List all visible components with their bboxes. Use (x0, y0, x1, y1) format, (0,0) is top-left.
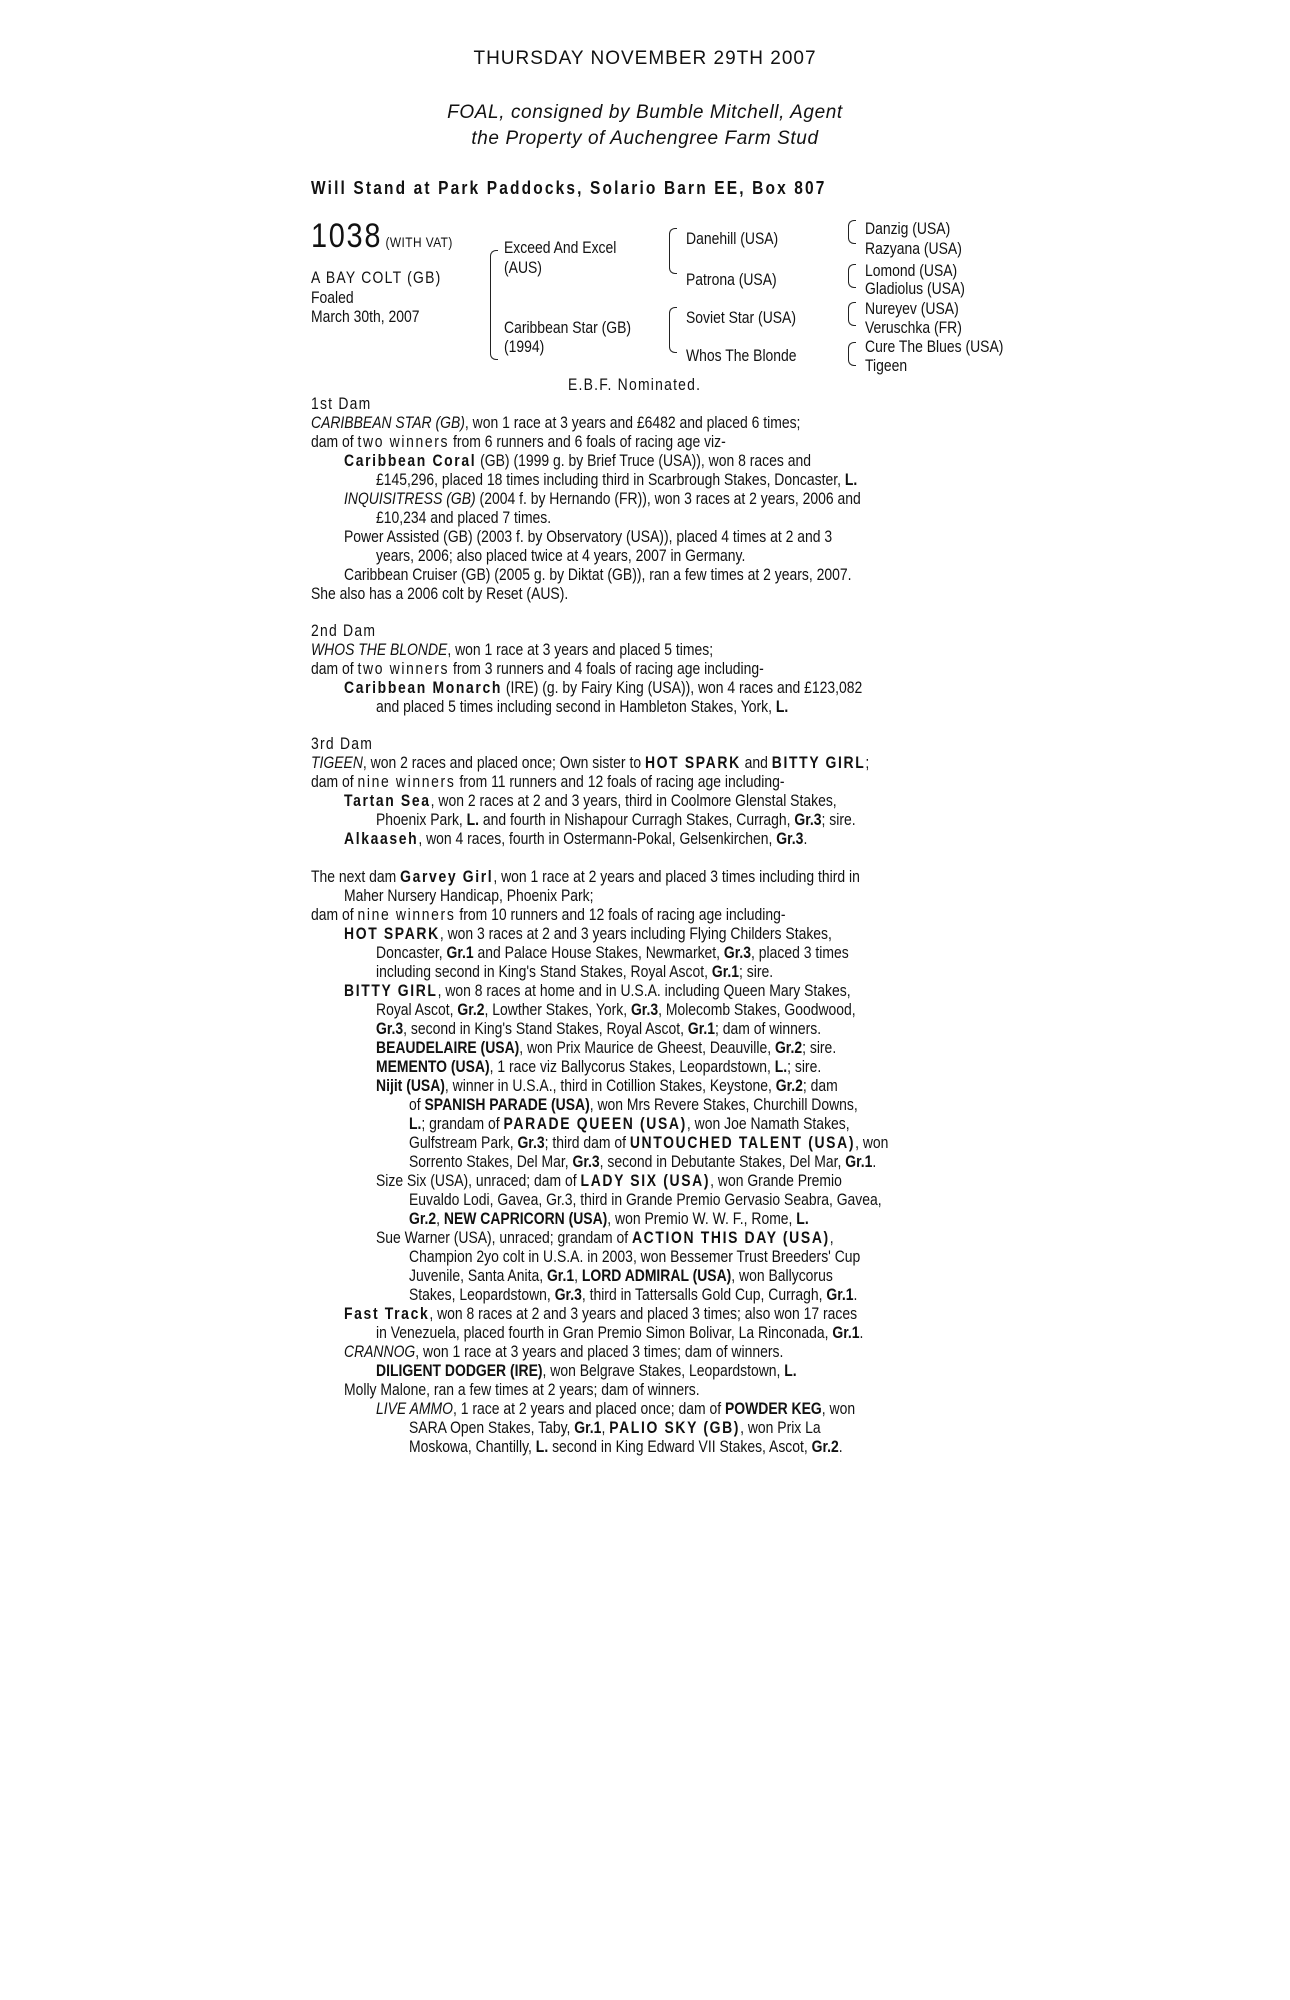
foaled-label: Foaled (311, 288, 354, 307)
pedigree-gen3: Nureyev (USA) (865, 299, 959, 318)
dam-name: Caribbean Star (GB) (504, 318, 632, 337)
consignor-line: FOAL, consigned by Bumble Mitchell, Agent (447, 102, 843, 123)
stand-location: Will Stand at Park Paddocks, Solario Barn EE, Box 807 (311, 178, 827, 198)
next-dam-line: Royal Ascot, Gr.2, Lowther Stakes, York, Gr.3, Molecomb Stakes, Goodwood, (376, 1000, 856, 1019)
next-dam-line: Stakes, Leopardstown, Gr.3, third in Tattersalls Gold Cup, Curragh, Gr.1. (409, 1285, 858, 1304)
third-dam-line: Phoenix Park, L. and fourth in Nishapour Curragh Stakes, Curragh, Gr.3; sire. (376, 810, 856, 829)
ebf-nominated: E.B.F. Nominated. (568, 375, 702, 394)
foaled-date: March 30th, 2007 (311, 307, 420, 326)
third-dam-line: dam of nine winners from 11 runners and 12 foals of racing age including- (311, 772, 785, 791)
next-dam-line: in Venezuela, placed fourth in Gran Premio Simon Bolivar, La Rinconada, Gr.1. (376, 1323, 864, 1342)
first-dam-line: dam of two winners from 6 runners and 6 foals of racing age viz- (311, 432, 726, 451)
pedigree-gen3: Veruschka (FR) (865, 318, 962, 337)
lot-number: 1038 (WITH VAT) (311, 217, 453, 255)
pedigree-brace-sire (669, 228, 677, 274)
second-dam-line: Caribbean Monarch (IRE) (g. by Fairy King (USA)), won 4 races and £123,082 (344, 678, 863, 697)
next-dam-line: Molly Malone, ran a few times at 2 years; dam of winners. (344, 1380, 700, 1399)
pedigree-gen3: Lomond (USA) (865, 261, 958, 280)
sale-date: THURSDAY NOVEMBER 29TH 2007 (473, 48, 817, 69)
pedigree-gen2: Whos The Blonde (686, 346, 797, 365)
next-dam-line: Nijit (USA), winner in U.S.A., third in Cotillion Stakes, Keystone, Gr.2; dam (376, 1076, 838, 1095)
next-dam-line: Gulfstream Park, Gr.3; third dam of UNTOUCHED TALENT (USA), won (409, 1133, 889, 1152)
next-dam-line: Fast Track, won 8 races at 2 and 3 years and placed 3 times; also won 17 races (344, 1304, 858, 1323)
sire-origin: (AUS) (504, 258, 542, 277)
pedigree-brace-dam (669, 307, 677, 353)
pedigree-gen3: Danzig (USA) (865, 219, 951, 238)
lot-description: A BAY COLT (GB) (311, 268, 442, 287)
sire-name: Exceed And Excel (504, 238, 617, 257)
next-dam-line: Maher Nursery Handicap, Phoenix Park; (344, 886, 594, 905)
second-dam-line: WHOS THE BLONDE, won 1 race at 3 years and placed 5 times; (311, 640, 714, 659)
next-dam-line: Euvaldo Lodi, Gavea, Gr.3, third in Grande Premio Gervasio Seabra, Gavea, (409, 1190, 882, 1209)
next-dam-line: Sorrento Stakes, Del Mar, Gr.3, second in Debutante Stakes, Del Mar, Gr.1. (409, 1152, 877, 1171)
next-dam-line: HOT SPARK, won 3 races at 2 and 3 years including Flying Childers Stakes, (344, 924, 832, 943)
next-dam-line: Size Six (USA), unraced; dam of LADY SIX (USA), won Grande Premio (376, 1171, 842, 1190)
pedigree-gen2: Soviet Star (USA) (686, 308, 797, 327)
next-dam-line: Doncaster, Gr.1 and Palace House Stakes, Newmarket, Gr.3, placed 3 times (376, 943, 849, 962)
first-dam-line: CARIBBEAN STAR (GB), won 1 race at 3 years and £6482 and placed 6 times; (311, 413, 801, 432)
next-dam-line: The next dam Garvey Girl, won 1 race at 2 years and placed 3 times including third in (311, 867, 860, 886)
pedigree-gen3: Tigeen (865, 356, 908, 375)
next-dam-line: BEAUDELAIRE (USA), won Prix Maurice de Gheest, Deauville, Gr.2; sire. (376, 1038, 837, 1057)
next-dam-line: DILIGENT DODGER (IRE), won Belgrave Stakes, Leopardstown, L. (376, 1361, 797, 1380)
next-dam-line: CRANNOG, won 1 race at 3 years and placed 3 times; dam of winners. (344, 1342, 784, 1361)
next-dam-line: of SPANISH PARADE (USA), won Mrs Revere Stakes, Churchill Downs, (409, 1095, 858, 1114)
next-dam-line: SARA Open Stakes, Taby, Gr.1, PALIO SKY (GB), won Prix La (409, 1418, 821, 1437)
pedigree-gen3: Cure The Blues (USA) (865, 337, 1004, 356)
pedigree-brace-gen1 (490, 250, 498, 360)
pedigree-gen3: Razyana (USA) (865, 239, 962, 258)
third-dam-line: Tartan Sea, won 2 races at 2 and 3 years, third in Coolmore Glenstal Stakes, (344, 791, 837, 810)
next-dam-line: L.; grandam of PARADE QUEEN (USA), won Joe Namath Stakes, (409, 1114, 850, 1133)
pedigree-brace-g3b (848, 264, 856, 288)
first-dam-line: INQUISITRESS (GB) (2004 f. by Hernando (FR)), won 3 races at 2 years, 2006 and (344, 489, 861, 508)
third-dam-heading: 3rd Dam (311, 734, 374, 753)
pedigree-gen2: Danehill (USA) (686, 229, 779, 248)
next-dam-line: Sue Warner (USA), unraced; grandam of ACTION THIS DAY (USA), (376, 1228, 834, 1247)
second-dam-line: dam of two winners from 3 runners and 4 foals of racing age including- (311, 659, 764, 678)
first-dam-line: years, 2006; also placed twice at 4 years, 2007 in Germany. (376, 546, 746, 565)
first-dam-line: Caribbean Cruiser (GB) (2005 g. by Diktat (GB)), ran a few times at 2 years, 2007. (344, 565, 852, 584)
property-line: the Property of Auchengree Farm Stud (471, 128, 819, 149)
third-dam-line: TIGEEN, won 2 races and placed once; Own sister to HOT SPARK and BITTY GIRL; (311, 753, 870, 772)
next-dam-line: Moskowa, Chantilly, L. second in King Edward VII Stakes, Ascot, Gr.2. (409, 1437, 843, 1456)
pedigree-gen3: Gladiolus (USA) (865, 279, 965, 298)
pedigree-brace-g3c (848, 302, 856, 326)
pedigree-gen2: Patrona (USA) (686, 270, 777, 289)
first-dam-line: She also has a 2006 colt by Reset (AUS). (311, 584, 569, 603)
next-dam-line: BITTY GIRL, won 8 races at home and in U.S.A. including Queen Mary Stakes, (344, 981, 851, 1000)
first-dam-heading: 1st Dam (311, 394, 372, 413)
next-dam-line: Champion 2yo colt in U.S.A. in 2003, won Bessemer Trust Breeders' Cup (409, 1247, 861, 1266)
next-dam-line: Gr.2, NEW CAPRICORN (USA), won Premio W. W. F., Rome, L. (409, 1209, 809, 1228)
next-dam-line: Juvenile, Santa Anita, Gr.1, LORD ADMIRAL (USA), won Ballycorus (409, 1266, 833, 1285)
vat-note: (WITH VAT) (385, 234, 453, 250)
next-dam-line: Gr.3, second in King's Stand Stakes, Royal Ascot, Gr.1; dam of winners. (376, 1019, 822, 1038)
next-dam-line: LIVE AMMO, 1 race at 2 years and placed once; dam of POWDER KEG, won (376, 1399, 856, 1418)
pedigree-brace-g3a (848, 220, 856, 244)
second-dam-line: and placed 5 times including second in Hambleton Stakes, York, L. (376, 697, 789, 716)
third-dam-line: Alkaaseh, won 4 races, fourth in Ostermann-Pokal, Gelsenkirchen, Gr.3. (344, 829, 808, 848)
next-dam-line: MEMENTO (USA), 1 race viz Ballycorus Stakes, Leopardstown, L.; sire. (376, 1057, 822, 1076)
first-dam-line: Caribbean Coral (GB) (1999 g. by Brief Truce (USA)), won 8 races and (344, 451, 811, 470)
first-dam-line: £145,296, placed 18 times including third in Scarbrough Stakes, Doncaster, L. (376, 470, 858, 489)
first-dam-line: Power Assisted (GB) (2003 f. by Observatory (USA)), placed 4 times at 2 and 3 (344, 527, 833, 546)
dam-year: (1994) (504, 337, 545, 356)
next-dam-line: including second in King's Stand Stakes, Royal Ascot, Gr.1; sire. (376, 962, 774, 981)
first-dam-line: £10,234 and placed 7 times. (376, 508, 552, 527)
second-dam-heading: 2nd Dam (311, 621, 377, 640)
pedigree-brace-g3d (848, 342, 856, 366)
next-dam-line: dam of nine winners from 10 runners and 12 foals of racing age including- (311, 905, 786, 924)
